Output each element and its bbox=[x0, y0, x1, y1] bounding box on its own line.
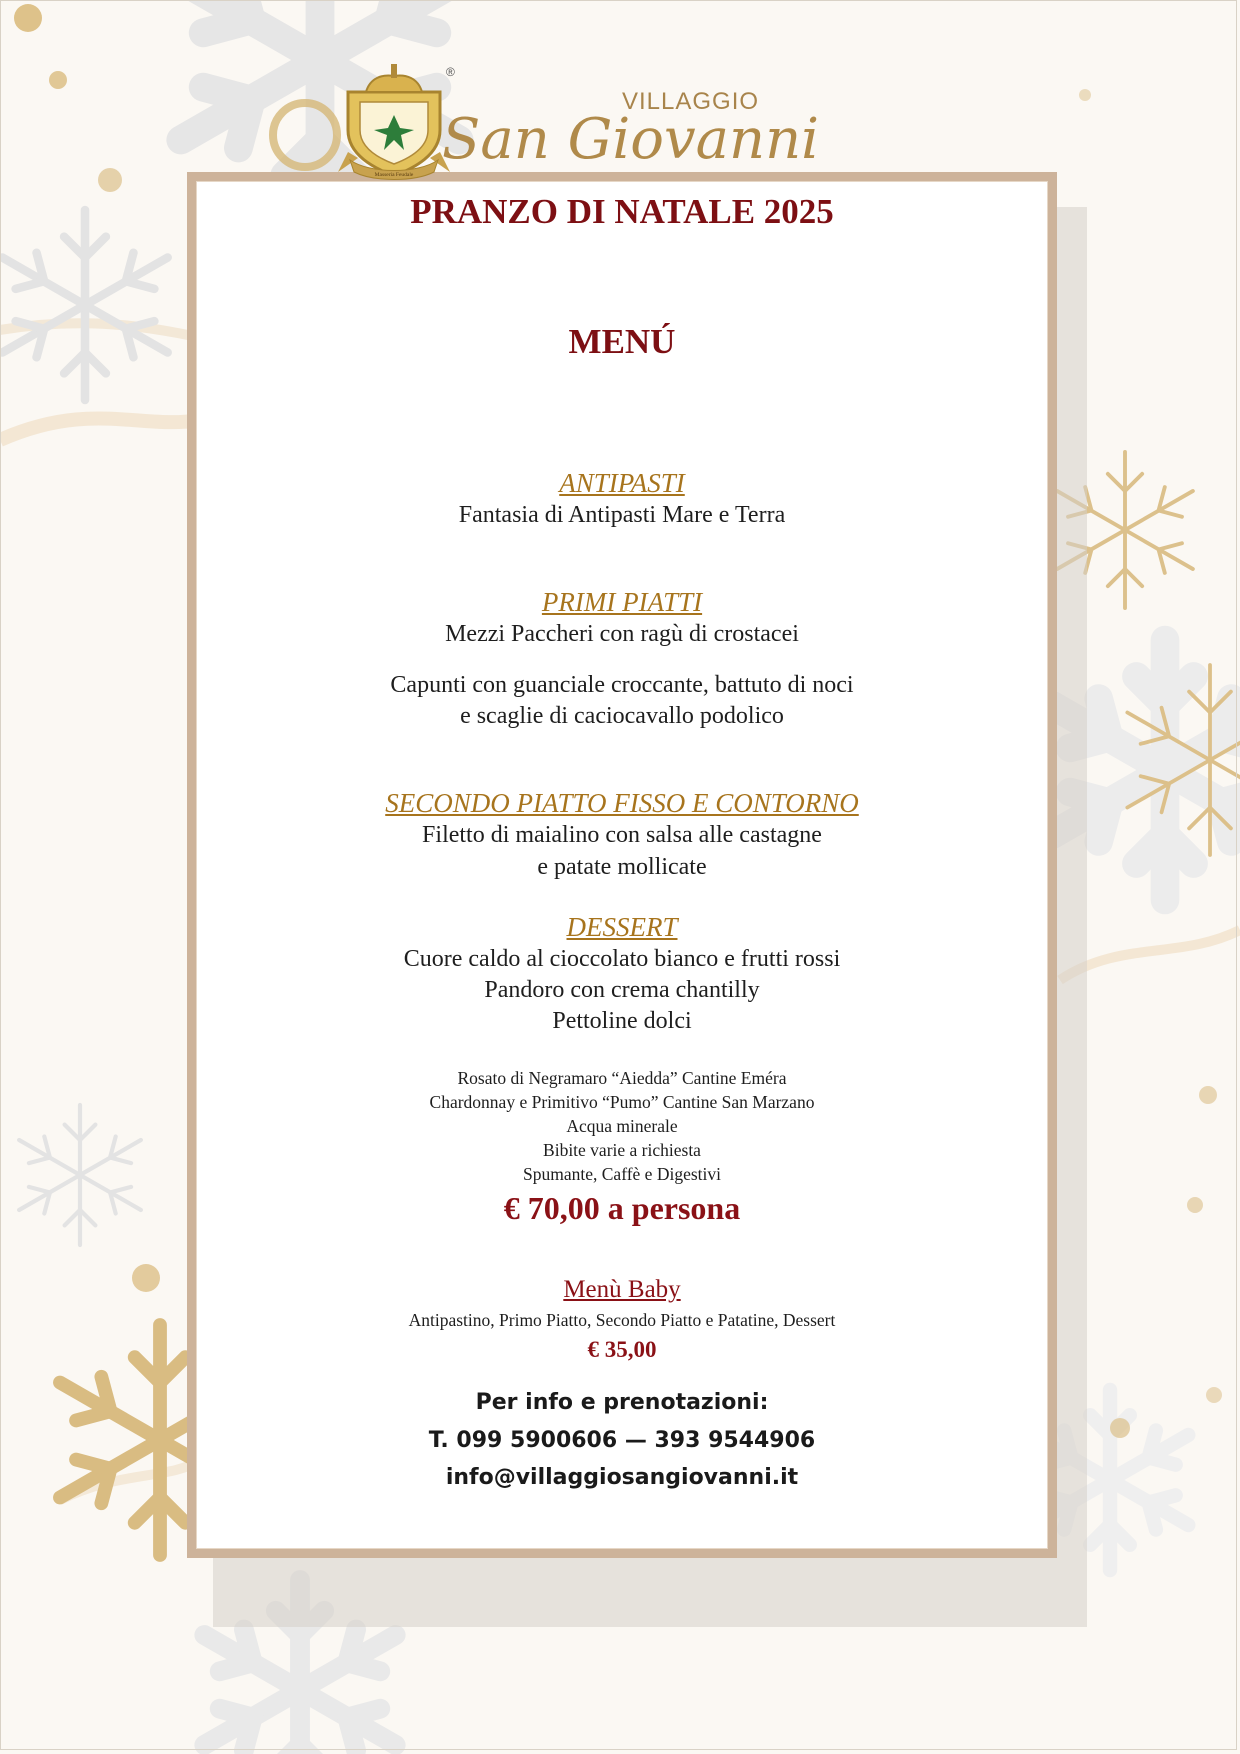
baby-menu-title: Menù Baby bbox=[563, 1276, 681, 1303]
dish-dessert-3: Pettoline dolci bbox=[552, 1008, 692, 1034]
section-heading-secondo: SECONDO PIATTO FISSO E CONTORNO bbox=[385, 788, 859, 818]
page-title: PRANZO DI NATALE 2025 bbox=[410, 192, 834, 231]
dish-dessert-2: Pandoro con crema chantilly bbox=[484, 977, 760, 1003]
drink-item: Chardonnay e Primitivo “Pumo” Cantine San Marzano bbox=[429, 1092, 815, 1112]
baby-menu-price: € 35,00 bbox=[587, 1337, 657, 1362]
section-heading-antipasti: ANTIPASTI bbox=[559, 468, 685, 498]
crest-ribbon-text: Masseria Feudale bbox=[374, 172, 414, 178]
section-heading-primi: PRIMI PIATTI bbox=[541, 587, 703, 617]
section-heading-dessert: DESSERT bbox=[566, 912, 678, 942]
drink-item: Rosato di Negramaro “Aiedda” Cantine Eméra bbox=[457, 1068, 787, 1088]
dish-secondo-2: e patate mollicate bbox=[537, 854, 707, 880]
drink-item: Acqua minerale bbox=[566, 1116, 678, 1136]
price-per-person: € 70,00 a persona bbox=[503, 1190, 741, 1226]
drink-item: Bibite varie a richiesta bbox=[543, 1140, 701, 1160]
dish-primi-2-cont: e scaglie di caciocavallo podolico bbox=[460, 703, 784, 729]
crest-icon bbox=[338, 64, 450, 180]
dish-dessert-1: Cuore caldo al cioccolato bianco e frutti rossi bbox=[403, 946, 841, 972]
dish-primi-2: Capunti con guanciale croccante, battuto di noci bbox=[390, 672, 854, 698]
logo bbox=[330, 60, 870, 185]
dish-primi-1: Mezzi Paccheri con ragù di crostacei bbox=[445, 621, 799, 647]
info-email: info@villaggiosangiovanni.it bbox=[445, 1465, 799, 1490]
registered-mark: ® bbox=[446, 65, 455, 79]
baby-menu-items: Antipastino, Primo Piatto, Secondo Piatto e Patatine, Dessert bbox=[408, 1310, 836, 1330]
info-heading: Per info e prenotazioni: bbox=[475, 1390, 769, 1415]
brand-name-small: VILLAGGIO bbox=[622, 88, 760, 115]
drink-item: Spumante, Caffè e Digestivi bbox=[523, 1164, 721, 1184]
dish-secondo-1: Filetto di maialino con salsa alle castagne bbox=[422, 822, 822, 848]
dish-antipasti: Fantasia di Antipasti Mare e Terra bbox=[458, 502, 786, 528]
brand-name-script: San Giovanni bbox=[442, 107, 820, 172]
info-phones: T. 099 5900606 — 393 9544906 bbox=[428, 1428, 816, 1453]
menu-title: MENÚ bbox=[568, 322, 676, 361]
